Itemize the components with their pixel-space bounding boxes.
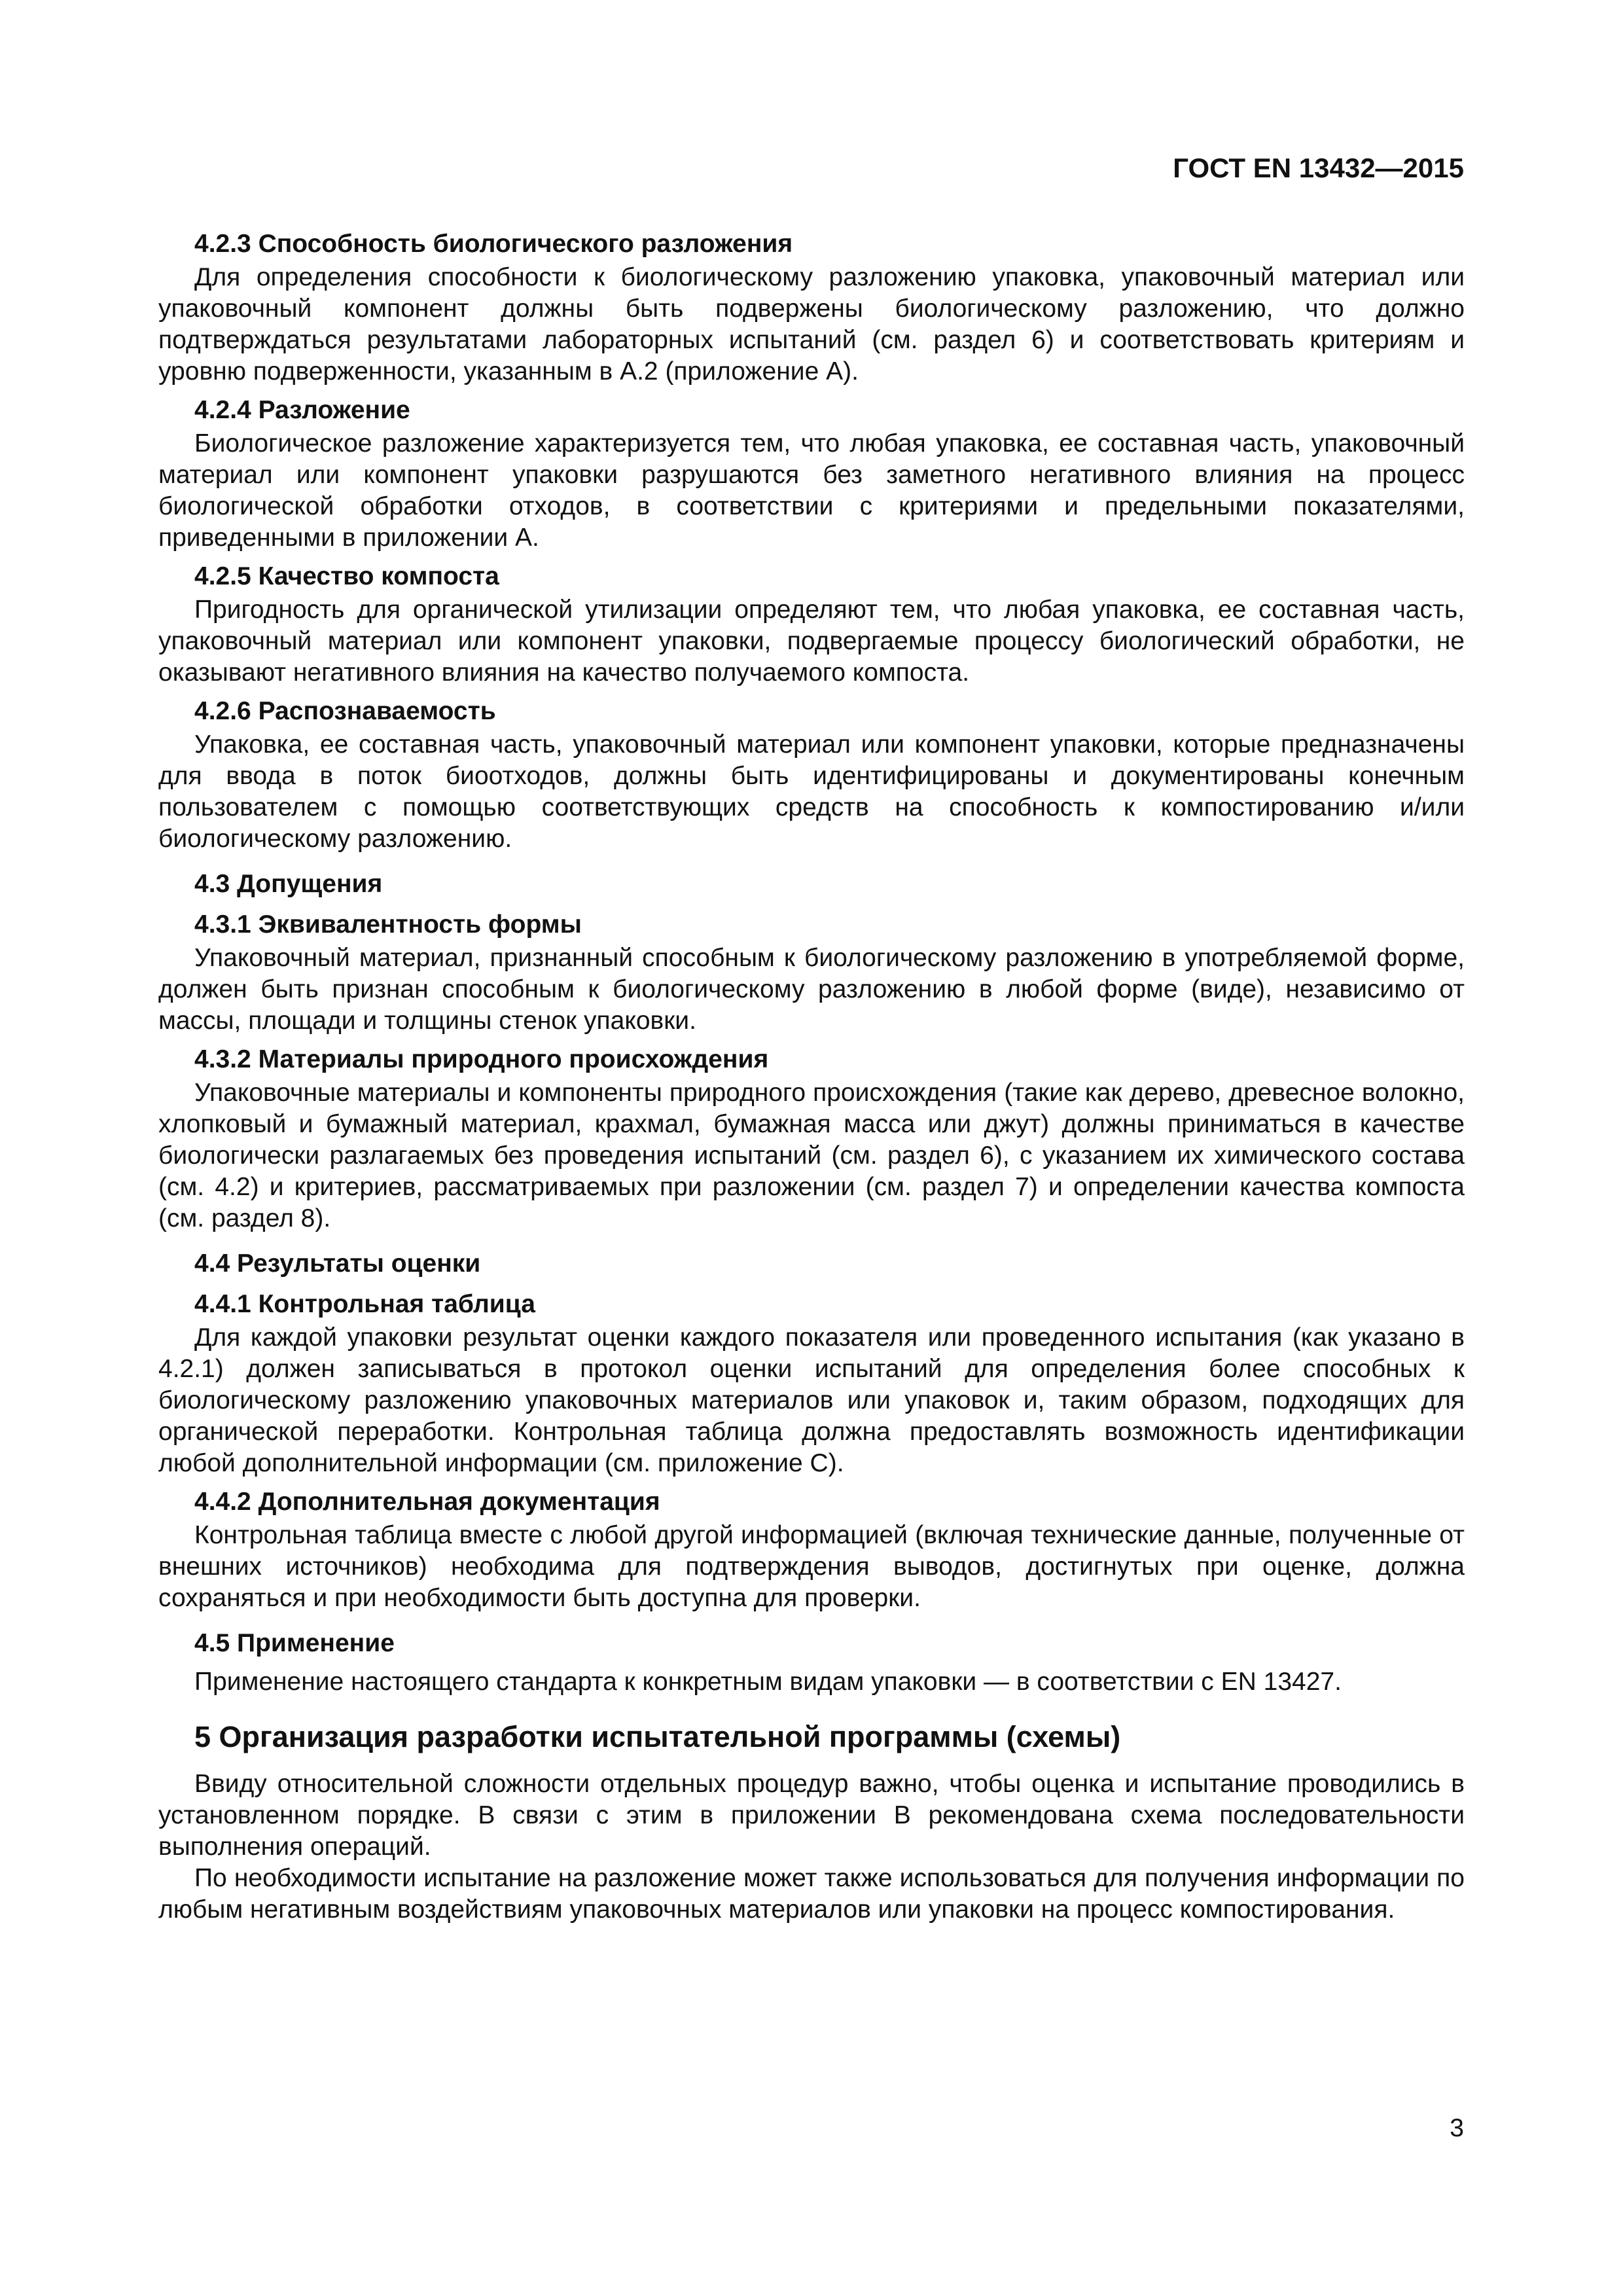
paragraph: Пригодность для органической утилизации определяют тем, что любая упаковка, ее составная часть, упаковочный материал или компонент упаковки, подвергаемые процессу биологический обработки, не оказывают негативного влияния на качество получаемого компоста. <box>158 596 1465 687</box>
section-4-3 <box>158 867 1465 902</box>
section-4-2-6 <box>158 694 1465 855</box>
section-4-2-3 <box>158 226 1465 387</box>
paragraph: Контрольная таблица вместе с любой другой информацией (включая технические данные, полученные от внешних источников) необходима для подтверждения выводов, достигнутых при оценке, должна сохраняться и при необходимости быть доступна для проверки. <box>158 1521 1465 1612</box>
section-4-5 <box>158 1626 1465 1698</box>
section-4-2-5 <box>158 559 1465 689</box>
section-heading: 4.3.1 Эквивалентность формы <box>194 910 582 939</box>
paragraph: Упаковочный материал, признанный способным к биологическому разложению в употребляемой форме, должен быть признан способным к биологическому разложению в любой форме (виде), независимо от массы, площади и толщины стенок упаковки. <box>158 944 1465 1035</box>
section-heading: 4.4.2 Дополнительная документация <box>194 1488 660 1516</box>
chapter-5 <box>158 1717 1465 1926</box>
paragraph: Ввиду относительной сложности отдельных процедур важно, чтобы оценка и испытание проводились в установленном порядке. В связи с этим в приложении В рекомендована схема последовательности выполнения операций. <box>158 1770 1465 1861</box>
section-heading: 4.2.6 Распознаваемость <box>194 697 496 725</box>
paragraph: Применение настоящего стандарта к конкретным видам упаковки — в соответствии с EN 13427. <box>194 1668 1342 1696</box>
section-heading: 4.2.4 Разложение <box>194 396 410 424</box>
section-4-4-2 <box>158 1484 1465 1614</box>
section-heading: 4.4 Результаты оценки <box>194 1249 481 1278</box>
section-4-3-1 <box>158 907 1465 1037</box>
document-body <box>158 226 1465 1926</box>
section-4-4-1 <box>158 1287 1465 1479</box>
section-heading: 4.2.5 Качество компоста <box>194 562 499 590</box>
paragraph: Упаковка, ее составная часть, упаковочный материал или компонент упаковки, которые предназначены для ввода в поток биоотходов, должны быть идентифицированы и документированы конечным пользователем с помощью соответствующих средств на способность к компостированию и/или биологическому разложению. <box>158 730 1465 853</box>
paragraph: Для определения способности к биологическому разложению упаковка, упаковочный материал или упаковочный компонент должны быть подвержены биологическому разложению, что должно подтверждаться результатами лабораторных испытаний (см. раздел 6) и соответствовать критериям и уровню подверженности, указанным в А.2 (приложение А). <box>158 263 1465 386</box>
section-4-4 <box>158 1246 1465 1282</box>
paragraph: Для каждой упаковки результат оценки каждого показателя или проведенного испытания (как указано в 4.2.1) должен записываться в протокол оценки испытаний для определения более способных к биологическому разложению упаковочных материалов или упаковок и, таким образом, подходящих для органической переработки. Контрольная таблица должна предоставлять возможность идентификации любой дополнительной информации (см. приложение С). <box>158 1323 1465 1477</box>
section-heading: 4.4.1 Контрольная таблица <box>194 1290 535 1318</box>
document-code: ГОСТ EN 13432—2015 <box>1173 152 1464 183</box>
section-heading: 4.2.3 Способность биологического разложения <box>194 230 793 258</box>
section-4-2-4 <box>158 393 1465 554</box>
paragraph: По необходимости испытание на разложение может также использоваться для получения информации по любым негативным воздействиям упаковочных материалов или упаковки на процесс компостирования. <box>158 1864 1465 1924</box>
section-heading: 4.3.2 Материалы природного происхождения <box>194 1045 769 1073</box>
section-heading: 4.3 Допущения <box>194 870 383 898</box>
chapter-heading: 5 Организация разработки испытательной программы (схемы) <box>194 1720 1121 1753</box>
section-4-3-2 <box>158 1042 1465 1234</box>
paragraph: Упаковочные материалы и компоненты природного происхождения (такие как дерево, древесное волокно, хлопковый и бумажный материал, крахмал, бумажная масса или джут) должны приниматься в качестве биологически разлагаемых без проведения испытаний (см. раздел 6), с указанием их химического состава (см. 4.2) и критериев, рассматриваемых при разложении (см. раздел 7) и определении качества компоста (см. раздел 8). <box>158 1079 1465 1232</box>
section-heading: 4.5 Применение <box>194 1629 395 1657</box>
paragraph: Биологическое разложение характеризуется тем, что любая упаковка, ее составная часть, упаковочный материал или компонент упаковки разрушаются без заметного негативного влияния на процесс биологической обработки отходов, в соответствии с критериями и предельными показателями, приведенными в приложении А. <box>158 429 1465 552</box>
page-number: 3 <box>1450 2114 1464 2142</box>
